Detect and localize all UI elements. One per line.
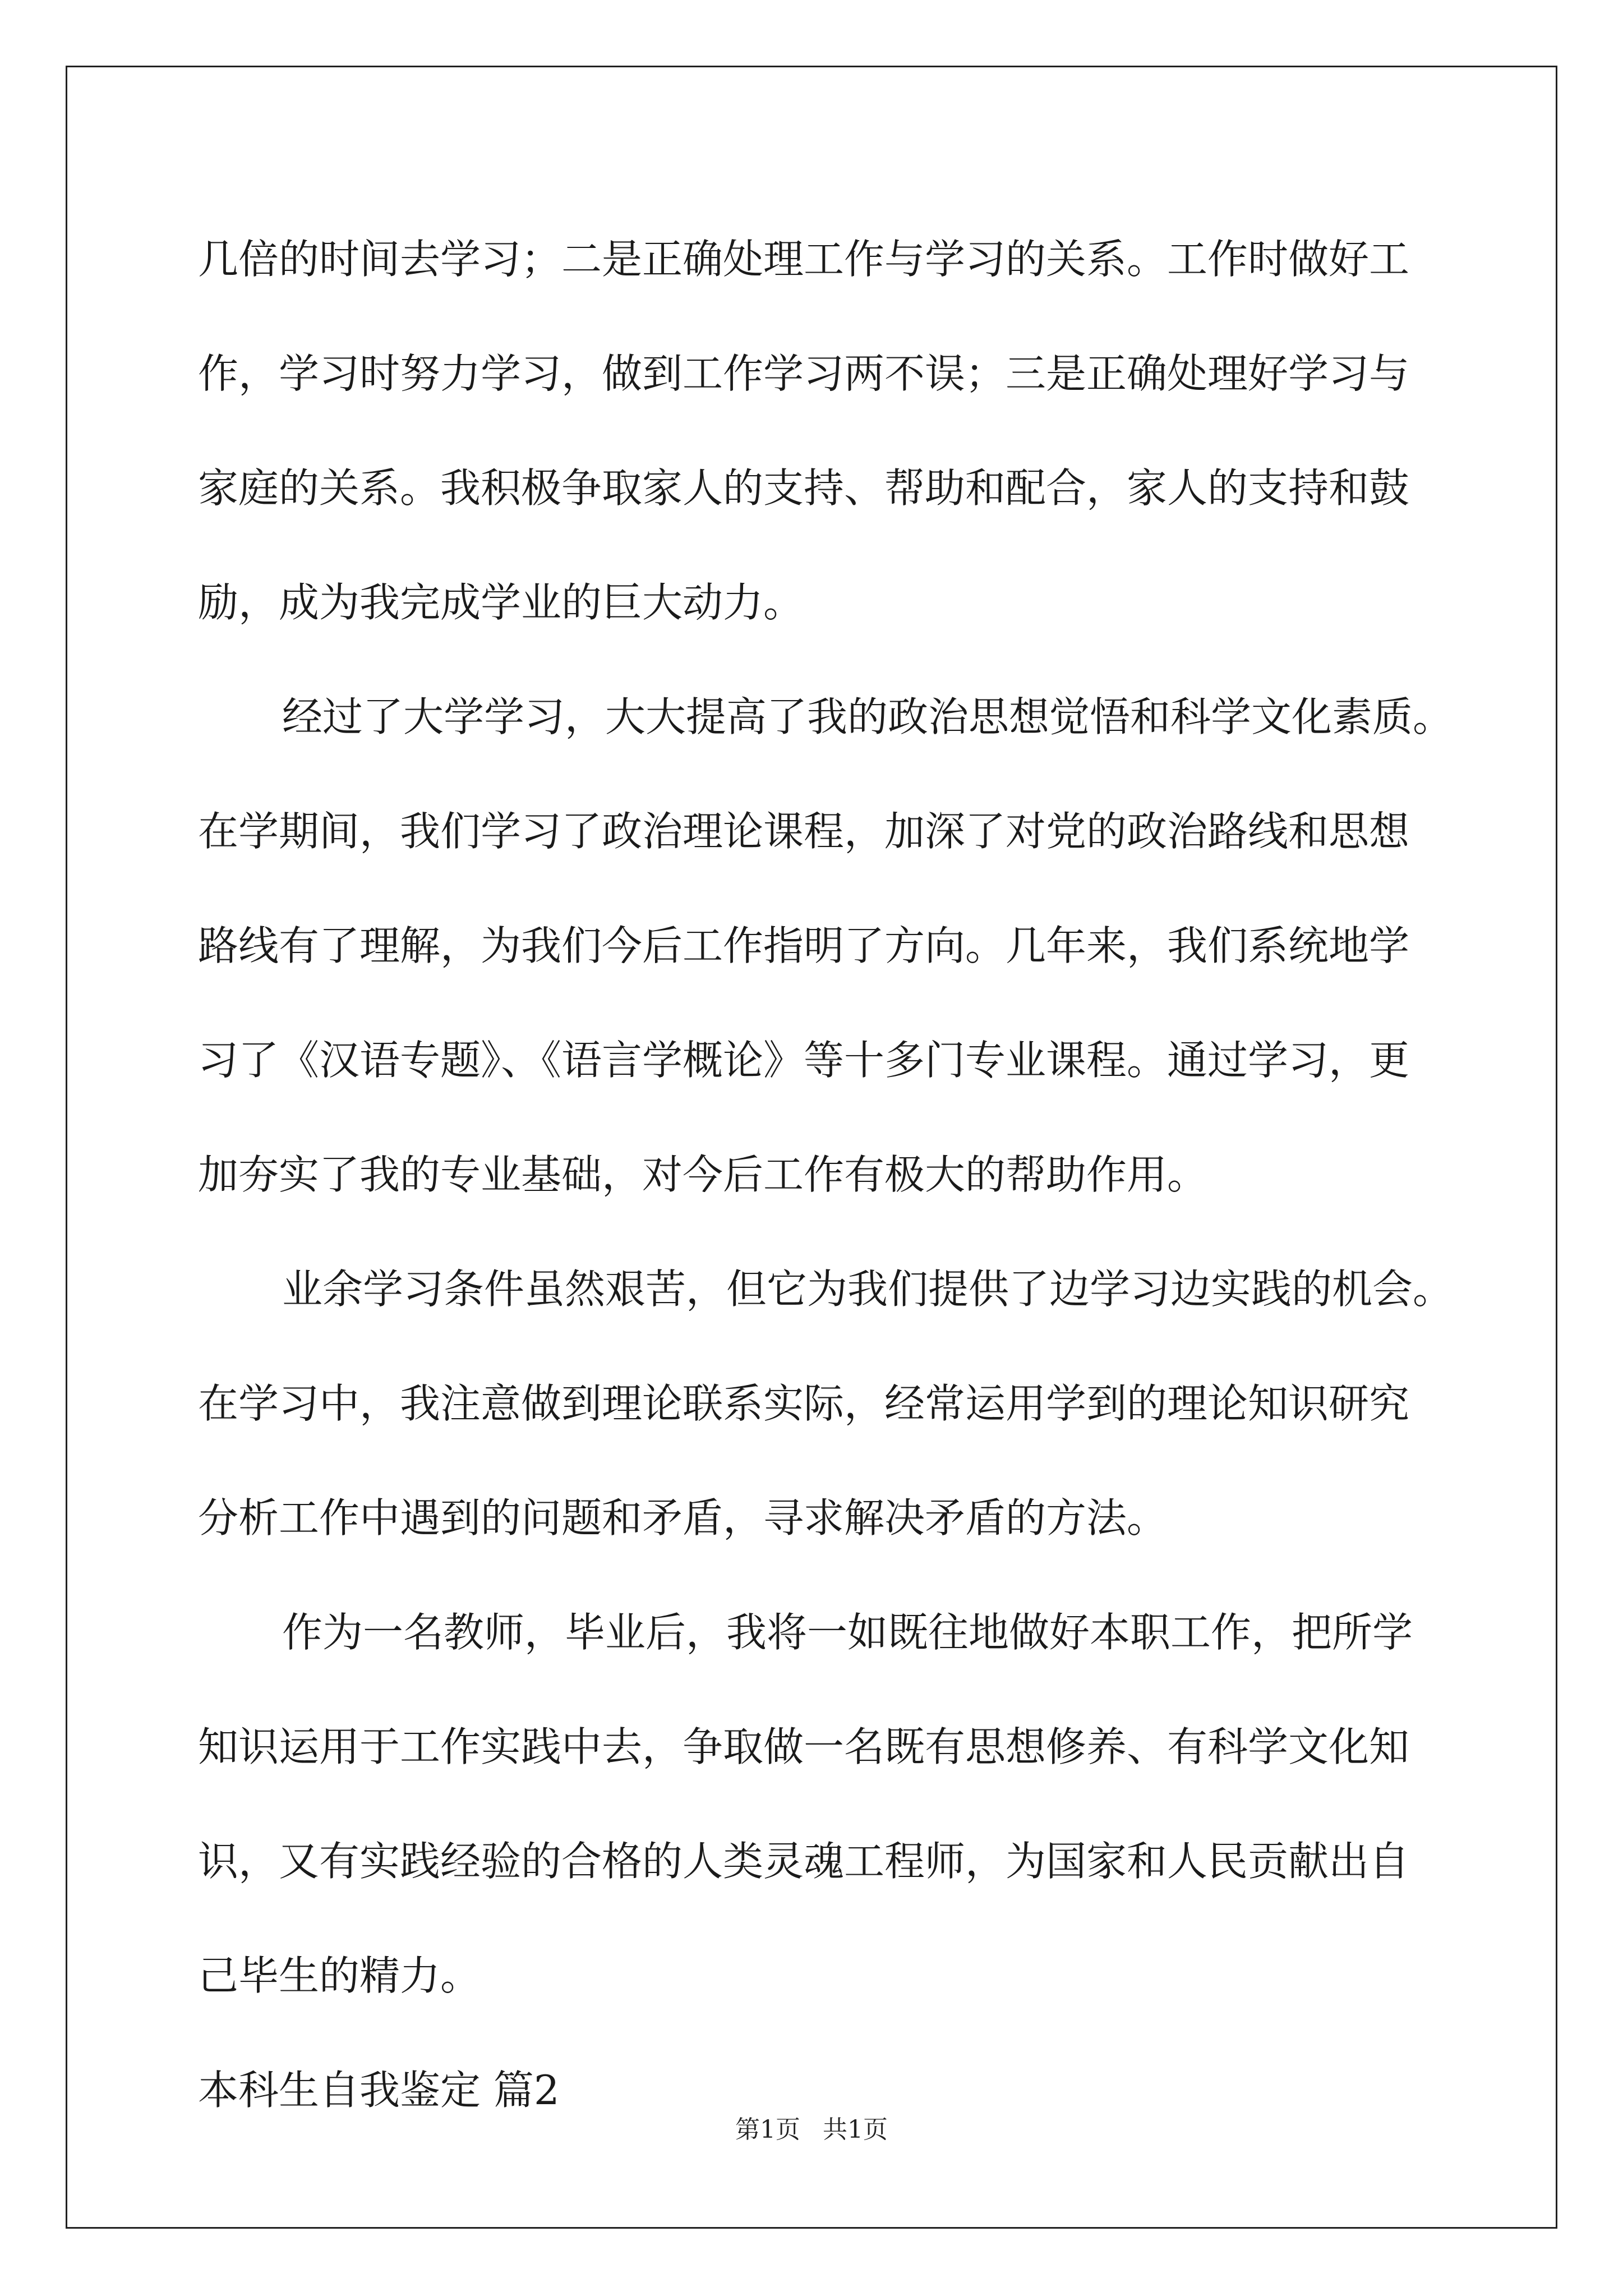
text-line: 几倍的时间去学习；二是正确处理工作与学习的关系。工作时做好工	[198, 236, 1410, 283]
text-line: 在学习中，我注意做到理论联系实际，经常运用学到的理论知识研究	[198, 1380, 1410, 1427]
text-line: 作，学习时努力学习，做到工作学习两不误；三是正确处理好学习与	[198, 350, 1410, 397]
page-number-total: 共1页	[823, 2115, 888, 2144]
text-line: 在学期间，我们学习了政治理论课程，加深了对党的政治路线和思想	[198, 808, 1410, 855]
section-heading: 本科生自我鉴定 篇2	[198, 2067, 560, 2114]
text-line: 知识运用于工作实践中去，争取做一名既有思想修养、有科学文化知	[198, 1723, 1410, 1770]
paragraph-first-line: 作为一名教师，毕业后，我将一如既往地做好本职工作，把所学	[282, 1609, 1413, 1656]
page-number-current: 第1页	[735, 2115, 800, 2144]
text-line: 励，成为我完成学业的巨大动力。	[198, 579, 804, 626]
text-line: 识，又有实践经验的合格的人类灵魂工程师，为国家和人民贡献出自	[198, 1838, 1410, 1885]
page-footer	[0, 2109, 1623, 2145]
paragraph-first-line: 业余学习条件虽然艰苦，但它为我们提供了边学习边实践的机会。	[282, 1266, 1454, 1313]
text-line: 己毕生的精力。	[198, 1952, 481, 1999]
document-body	[198, 202, 1454, 2147]
text-line: 分析工作中遇到的问题和矛盾，寻求解决矛盾的方法。	[198, 1494, 1168, 1542]
paragraph-first-line: 经过了大学学习，大大提高了我的政治思想觉悟和科学文化素质。	[282, 693, 1454, 740]
text-line: 路线有了理解，为我们今后工作指明了方向。几年来，我们系统地学	[198, 922, 1410, 969]
text-line: 家庭的关系。我积极争取家人的支持、帮助和配合，家人的支持和鼓	[198, 464, 1410, 512]
text-line: 习了《汉语专题》、《语言学概论》等十多门专业课程。通过学习，更	[198, 1037, 1410, 1084]
text-line: 加夯实了我的专业基础，对今后工作有极大的帮助作用。	[198, 1151, 1208, 1198]
